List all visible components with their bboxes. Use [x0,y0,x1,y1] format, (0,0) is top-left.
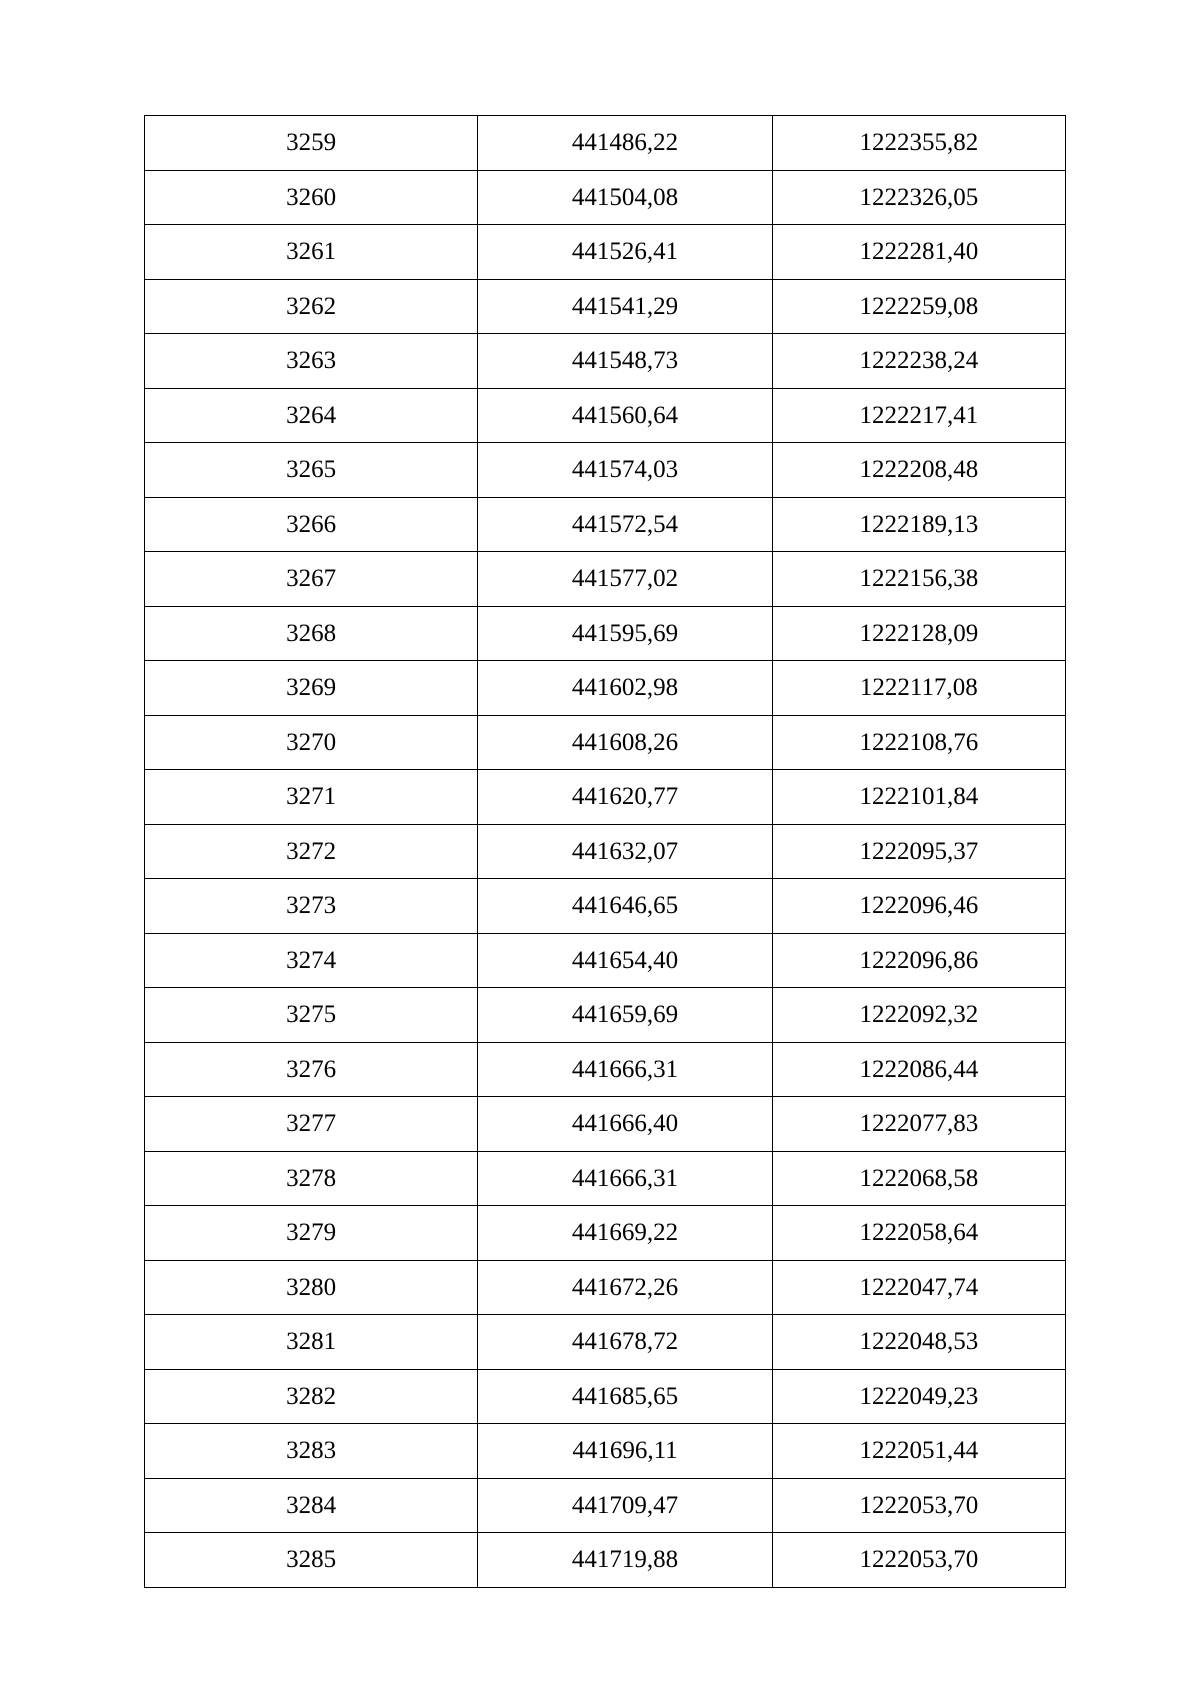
point-number-cell: 3267 [145,552,478,607]
table-row [145,1533,1066,1588]
x-coordinate-cell: 441504,08 [478,170,772,225]
y-coordinate-cell: 1222068,58 [772,1151,1065,1206]
point-number-cell: 3271 [145,770,478,825]
point-number-cell: 3264 [145,388,478,443]
y-coordinate-cell: 1222108,76 [772,715,1065,770]
y-coordinate-cell: 1222238,24 [772,334,1065,389]
x-coordinate-cell: 441572,54 [478,497,772,552]
point-number-cell: 3272 [145,824,478,879]
x-coordinate-cell: 441678,72 [478,1315,772,1370]
y-coordinate-cell: 1222049,23 [772,1369,1065,1424]
y-coordinate-cell: 1222095,37 [772,824,1065,879]
x-coordinate-cell: 441608,26 [478,715,772,770]
x-coordinate-cell: 441632,07 [478,824,772,879]
y-coordinate-cell: 1222053,70 [772,1533,1065,1588]
table-row [145,170,1066,225]
point-number-cell: 3261 [145,225,478,280]
table-row [145,388,1066,443]
y-coordinate-cell: 1222092,32 [772,988,1065,1043]
table-row [145,606,1066,661]
point-number-cell: 3278 [145,1151,478,1206]
table-row [145,1424,1066,1479]
table-row [145,552,1066,607]
y-coordinate-cell: 1222077,83 [772,1097,1065,1152]
point-number-cell: 3270 [145,715,478,770]
y-coordinate-cell: 1222117,08 [772,661,1065,716]
table-row [145,715,1066,770]
table-row [145,279,1066,334]
y-coordinate-cell: 1222058,64 [772,1206,1065,1261]
x-coordinate-cell: 441669,22 [478,1206,772,1261]
table-row [145,1369,1066,1424]
x-coordinate-cell: 441719,88 [478,1533,772,1588]
x-coordinate-cell: 441696,11 [478,1424,772,1479]
y-coordinate-cell: 1222208,48 [772,443,1065,498]
point-number-cell: 3280 [145,1260,478,1315]
table-row [145,225,1066,280]
x-coordinate-cell: 441541,29 [478,279,772,334]
table-row [145,443,1066,498]
table-row [145,116,1066,171]
point-number-cell: 3260 [145,170,478,225]
x-coordinate-cell: 441620,77 [478,770,772,825]
x-coordinate-cell: 441659,69 [478,988,772,1043]
table-row [145,879,1066,934]
x-coordinate-cell: 441646,65 [478,879,772,934]
table-row [145,1260,1066,1315]
point-number-cell: 3266 [145,497,478,552]
point-number-cell: 3265 [145,443,478,498]
coordinates-table [144,115,1066,1588]
y-coordinate-cell: 1222048,53 [772,1315,1065,1370]
table-row [145,1315,1066,1370]
table-row [145,933,1066,988]
x-coordinate-cell: 441526,41 [478,225,772,280]
table-row [145,988,1066,1043]
point-number-cell: 3281 [145,1315,478,1370]
table-row [145,1042,1066,1097]
table-row [145,497,1066,552]
table-row [145,1097,1066,1152]
x-coordinate-cell: 441548,73 [478,334,772,389]
table-row [145,334,1066,389]
point-number-cell: 3269 [145,661,478,716]
point-number-cell: 3274 [145,933,478,988]
y-coordinate-cell: 1222086,44 [772,1042,1065,1097]
y-coordinate-cell: 1222259,08 [772,279,1065,334]
table-row [145,1206,1066,1261]
y-coordinate-cell: 1222217,41 [772,388,1065,443]
point-number-cell: 3283 [145,1424,478,1479]
point-number-cell: 3276 [145,1042,478,1097]
y-coordinate-cell: 1222326,05 [772,170,1065,225]
y-coordinate-cell: 1222047,74 [772,1260,1065,1315]
x-coordinate-cell: 441666,31 [478,1042,772,1097]
x-coordinate-cell: 441685,65 [478,1369,772,1424]
point-number-cell: 3262 [145,279,478,334]
y-coordinate-cell: 1222128,09 [772,606,1065,661]
y-coordinate-cell: 1222096,46 [772,879,1065,934]
point-number-cell: 3273 [145,879,478,934]
y-coordinate-cell: 1222355,82 [772,116,1065,171]
point-number-cell: 3268 [145,606,478,661]
point-number-cell: 3277 [145,1097,478,1152]
y-coordinate-cell: 1222281,40 [772,225,1065,280]
y-coordinate-cell: 1222189,13 [772,497,1065,552]
x-coordinate-cell: 441666,40 [478,1097,772,1152]
table-row [145,824,1066,879]
coordinates-table-body [145,116,1066,1588]
x-coordinate-cell: 441654,40 [478,933,772,988]
y-coordinate-cell: 1222051,44 [772,1424,1065,1479]
point-number-cell: 3279 [145,1206,478,1261]
x-coordinate-cell: 441666,31 [478,1151,772,1206]
table-row [145,1478,1066,1533]
point-number-cell: 3259 [145,116,478,171]
x-coordinate-cell: 441486,22 [478,116,772,171]
y-coordinate-cell: 1222156,38 [772,552,1065,607]
point-number-cell: 3284 [145,1478,478,1533]
point-number-cell: 3263 [145,334,478,389]
point-number-cell: 3282 [145,1369,478,1424]
y-coordinate-cell: 1222053,70 [772,1478,1065,1533]
x-coordinate-cell: 441560,64 [478,388,772,443]
table-row [145,1151,1066,1206]
x-coordinate-cell: 441602,98 [478,661,772,716]
table-row [145,661,1066,716]
point-number-cell: 3275 [145,988,478,1043]
x-coordinate-cell: 441577,02 [478,552,772,607]
table-row [145,770,1066,825]
x-coordinate-cell: 441672,26 [478,1260,772,1315]
x-coordinate-cell: 441709,47 [478,1478,772,1533]
x-coordinate-cell: 441574,03 [478,443,772,498]
y-coordinate-cell: 1222101,84 [772,770,1065,825]
y-coordinate-cell: 1222096,86 [772,933,1065,988]
point-number-cell: 3285 [145,1533,478,1588]
x-coordinate-cell: 441595,69 [478,606,772,661]
